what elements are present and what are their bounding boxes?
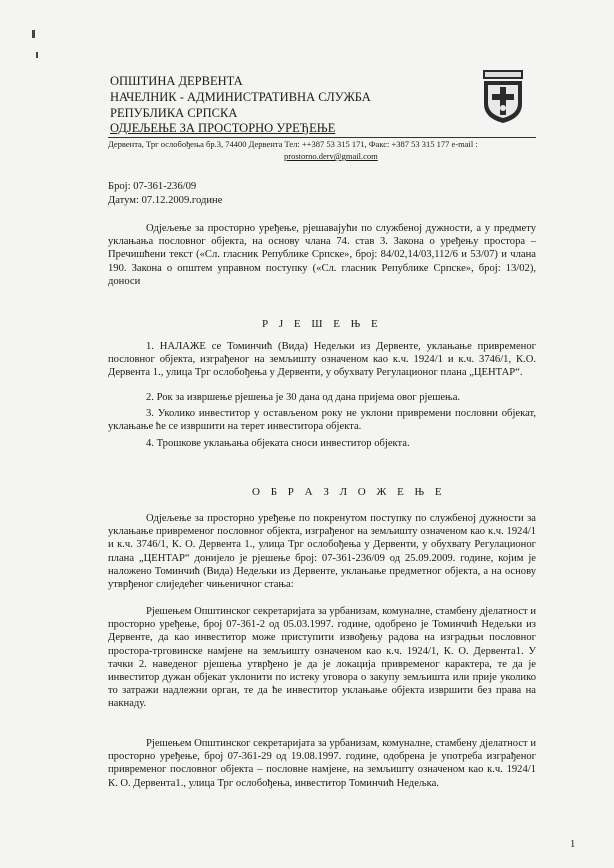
decision-title: Р Ј Е Ш Е Њ Е <box>262 318 382 330</box>
reasoning-title: О Б Р А З Л О Ж Е Њ Е <box>252 486 446 498</box>
address-line: Дервента, Трг ослобођења бр.3, 74400 Дервента Тел: ++387 53 315 171, Факс: +387 53 315 177 e-mail : <box>108 139 478 149</box>
republic-name: РЕПУБЛИКА СРПСКА <box>110 106 238 120</box>
header-rule <box>108 137 536 138</box>
municipality-name: ОПШТИНА ДЕРВЕНТА <box>110 74 243 88</box>
intro-paragraph: Одјељење за просторно уређење, рјешавајући по службеној дужности, а у предмету уклањања пословног објекта, на основу члана 74. став 3. Закона о уређењу простора – Пречишћени текст («Сл. гласник Републике Српске», број: 84/02,14/03,112/6 и 53/07) и члана 190. Закона о општем управном поступку («Сл. гласник Републике Српске», број: 13/02), доноси <box>108 223 536 287</box>
department-name: ОДЈЕЉЕЊЕ ЗА ПРОСТОРНО УРЕЂЕЊЕ <box>110 121 336 135</box>
decision-item: 4. Трошкове уклањања објеката сноси инвеститор објекта. <box>146 438 410 449</box>
email-address: prostorno.derv@gmail.com <box>284 151 378 161</box>
reasoning-paragraph: Рјешењем Општинског секретаријата за урбанизам, комуналне, стамбену дјелатност и просторно уређење, број 07-361-2 од 05.03.1997. године, одобрено је Томинчић Недељки из Дервенте, да као инвеститор може приступити извођењу радова на изградњи пословног простора-трговинске намјене на земљишту означеном као к.ч. 1924/1, К. О. Дервента1. У тачки 2. наведеног рјешења утврђено је да је локација привременог карактера, те да је инвеститор дужан објекат уклонити по истеку уговора о закупу земљишта или прије уколико то затражи надлежни орган, те да ће инвеститор уклањање објекта извршити без права на накнаду. <box>108 606 537 710</box>
reasoning-paragraph: Рјешењем Општинског секретаријата за урбанизам, комуналне, стамбену дјелатност и просторно уређење, број 07-361-29 од 19.08.1997. године, одобрена је употреба изграђеног привременог пословног објекта – пословне намјене, на земљишту означеном као к.ч. 1924/1 К. О. Дервента1., улица Трг ослобођења, инвеститор Томинчић Недељка. <box>108 738 537 789</box>
decision-item: 3. Уколико инвеститор у остављеном року не уклони привремени пословни објекат, уклањање ће се извршити на терет инвеститора објекта. <box>108 408 536 433</box>
document-date: Датум: 07.12.2009.године <box>108 195 223 206</box>
document-number: Број: 07-361-236/09 <box>108 181 197 192</box>
page-number: 1 <box>570 839 576 850</box>
decision-item: 1. НАЛАЖЕ се Томинчић (Вида) Недељки из Дервенте, уклањање привременог пословног објекта, изграђеног на земљишту означеном као к.ч. 1924/1 и к.ч. 3746/1, К.О. Дервента 1., улица Трг ослобођења у Дервенти, у обухвату Регулационог плана „ЦЕНТАР“. <box>108 341 536 379</box>
scan-mark <box>36 52 38 58</box>
reasoning-paragraph: Одјељење за просторно уређење по покренутом поступку по службеној дужности за уклањање привременог пословног објекта, изграђеног на земљишту означеном као к.ч. 1924/1 и к.ч. 3746/1, К. О. Дервента 1., улица Трг ослобођења у Дервенти, у обухвату Регулационог плана „ЦЕНТАР“ донијело је рјешење број: 07-361-236/09 од 25.09.2009. године, којим је наложено Томинчић (Вида) Недељки из Дервенте, уклањање предметног објекта, а на основу утврђеног слиједећег чињеничног стања: <box>108 513 536 591</box>
coat-of-arms-icon <box>480 68 526 124</box>
decision-item: 2. Рок за извршење рјешења је 30 дана од дана пријема овог рјешења. <box>146 392 461 403</box>
scan-mark <box>32 30 35 38</box>
service-name: НАЧЕЛНИК - АДМИНИСТРАТИВНА СЛУЖБА <box>110 90 371 104</box>
